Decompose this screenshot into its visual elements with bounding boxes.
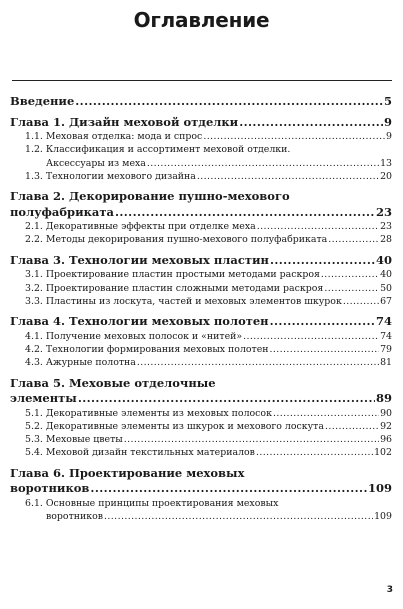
toc-entry-label: 5.3. Меховые цветы — [25, 434, 123, 446]
toc-entry-label: 4.1. Получение меховых полосок и «нитей» — [25, 330, 243, 342]
dot-leader — [78, 391, 375, 407]
page-title: Оглавление — [133, 8, 270, 32]
toc-entry-label: воротников — [46, 511, 104, 523]
toc-entry-label: 4.3. Ажурные полотна — [25, 357, 136, 369]
dot-leader — [197, 170, 379, 183]
toc-entry-label: 2.1. Декоративные эффекты при отделке меха — [25, 221, 256, 233]
toc-page-number: 109 — [374, 511, 392, 523]
dot-leader — [239, 115, 383, 131]
toc-page-number: 9 — [383, 114, 392, 129]
toc-page-number: 40 — [380, 269, 392, 281]
dot-leader — [324, 282, 379, 295]
dot-leader — [124, 433, 379, 446]
chapter-title[interactable]: Глава 2. Декорирование пушно-мехового — [10, 189, 290, 204]
toc-page-number: 102 — [374, 447, 392, 459]
toc-page-number: 13 — [380, 157, 392, 169]
dot-leader — [270, 343, 380, 356]
chapter-heading[interactable] — [10, 391, 392, 407]
toc-subentry[interactable] — [10, 446, 392, 459]
table-of-contents — [10, 94, 392, 529]
chapter-title-cont: элементы — [10, 391, 77, 406]
toc-subentry[interactable] — [10, 356, 392, 369]
dot-leader — [147, 157, 379, 170]
chapter-heading[interactable] — [10, 253, 392, 269]
toc-entry-label: 3.2. Проектирование пластин сложными методами раскроя — [25, 282, 324, 294]
toc-page-number: 23 — [380, 221, 392, 233]
toc-entry-label: 3.3. Пластины из лоскута, частей и меховых элементов шкурок — [25, 295, 342, 307]
chapter-4 — [10, 314, 392, 369]
toc-page-number: 92 — [380, 420, 392, 432]
toc-subentry-continuation[interactable] — [10, 510, 392, 523]
dot-leader — [256, 446, 373, 459]
dot-leader — [257, 220, 379, 233]
toc-subentry[interactable] — [10, 282, 392, 295]
toc-page-number: 5 — [383, 94, 392, 108]
chapter-heading[interactable] — [10, 115, 392, 131]
toc-subentry[interactable] — [10, 343, 392, 356]
dot-leader — [203, 130, 385, 143]
toc-subentry[interactable] — [10, 433, 392, 446]
dot-leader — [104, 510, 373, 523]
toc-subentry[interactable]: 1.2. Классификация и ассортимент меховой отделки. — [25, 144, 291, 156]
toc-page-number: 9 — [386, 131, 392, 142]
chapter-3 — [10, 253, 392, 308]
toc-page-number: 40 — [375, 252, 392, 267]
toc-page-number: 20 — [380, 170, 392, 182]
toc-entry-label: 5.2. Декоративные элементы из шкурок и мехового лоскута — [25, 420, 324, 432]
dot-leader — [325, 420, 379, 433]
chapter-title: Глава 4. Технологии меховых полотен — [10, 314, 269, 329]
dot-leader — [273, 407, 379, 420]
page-number: 3 — [386, 585, 393, 595]
toc-page-number: 90 — [380, 407, 392, 419]
toc-subentry[interactable] — [10, 233, 392, 246]
dot-leader — [137, 356, 379, 369]
toc-entry-label: 1.1. Меховая отделка: мода и спрос — [25, 131, 203, 142]
toc-subentry[interactable]: 6.1. Основные принципы проектирования меховых — [25, 497, 279, 509]
toc-page-number: 28 — [380, 234, 392, 246]
toc-entry-label: 5.4. Меховой дизайн текстильных материалов — [25, 447, 255, 459]
chapter-heading[interactable] — [10, 481, 392, 497]
chapter-title: Глава 1. Дизайн меховой отделки — [10, 114, 239, 129]
dot-leader — [90, 481, 367, 497]
toc-subentry[interactable] — [10, 268, 392, 281]
toc-subentry[interactable] — [10, 170, 392, 183]
dot-leader — [75, 94, 383, 110]
toc-subentry-continuation[interactable] — [10, 157, 392, 170]
toc-page-number: 67 — [380, 295, 392, 307]
dot-leader — [243, 330, 379, 343]
toc-entry-label: Введение — [10, 94, 75, 108]
toc-subentry[interactable] — [10, 420, 392, 433]
toc-page-number: 81 — [380, 357, 392, 369]
dot-leader — [321, 268, 379, 281]
chapter-title[interactable]: Глава 5. Меховые отделочные — [10, 375, 216, 390]
dot-leader — [343, 295, 379, 308]
toc-subentry[interactable] — [10, 130, 392, 143]
toc-page-number: 109 — [367, 481, 392, 496]
toc-page-number: 74 — [380, 330, 392, 342]
toc-page-number: 23 — [375, 204, 392, 219]
chapter-title-cont: полуфабриката — [10, 204, 114, 219]
chapter-6 — [10, 466, 392, 524]
toc-entry-label: 5.1. Декоративные элементы из меховых полосок — [25, 407, 272, 419]
toc-subentry[interactable] — [10, 407, 392, 420]
toc-page-number: 96 — [380, 434, 392, 446]
dot-leader — [115, 205, 375, 221]
toc-subentry[interactable] — [10, 330, 392, 343]
toc-page-number: 79 — [380, 343, 392, 355]
toc-entry-label: 2.2. Методы декорирования пушно-мехового полуфабриката — [25, 234, 328, 246]
toc-page-number: 74 — [375, 314, 392, 329]
chapter-heading[interactable] — [10, 205, 392, 221]
toc-entry-label: 4.2. Технологии формирования меховых полотен — [25, 343, 269, 355]
toc-entry-label: 1.3. Технологии мехового дизайна — [25, 170, 196, 182]
toc-entry-label: Аксессуары из меха — [46, 157, 146, 169]
toc-entry-intro[interactable] — [10, 94, 392, 110]
toc-page-number: 50 — [380, 282, 392, 294]
chapter-heading[interactable] — [10, 314, 392, 330]
chapter-title[interactable]: Глава 6. Проектирование меховых — [10, 465, 245, 480]
dot-leader — [270, 314, 375, 330]
toc-subentry[interactable] — [10, 220, 392, 233]
toc-subentry[interactable] — [10, 295, 392, 308]
chapter-title-cont: воротников — [10, 481, 90, 496]
chapter-5 — [10, 376, 392, 460]
toc-entry-label: 3.1. Проектирование пластин простыми методами раскроя — [25, 269, 320, 281]
title-divider — [12, 80, 392, 81]
chapter-1 — [10, 115, 392, 184]
dot-leader — [270, 253, 375, 269]
chapter-2 — [10, 189, 392, 247]
dot-leader — [328, 233, 379, 246]
chapter-title: Глава 3. Технологии меховых пластин — [10, 252, 269, 267]
toc-page-number: 89 — [375, 391, 392, 406]
